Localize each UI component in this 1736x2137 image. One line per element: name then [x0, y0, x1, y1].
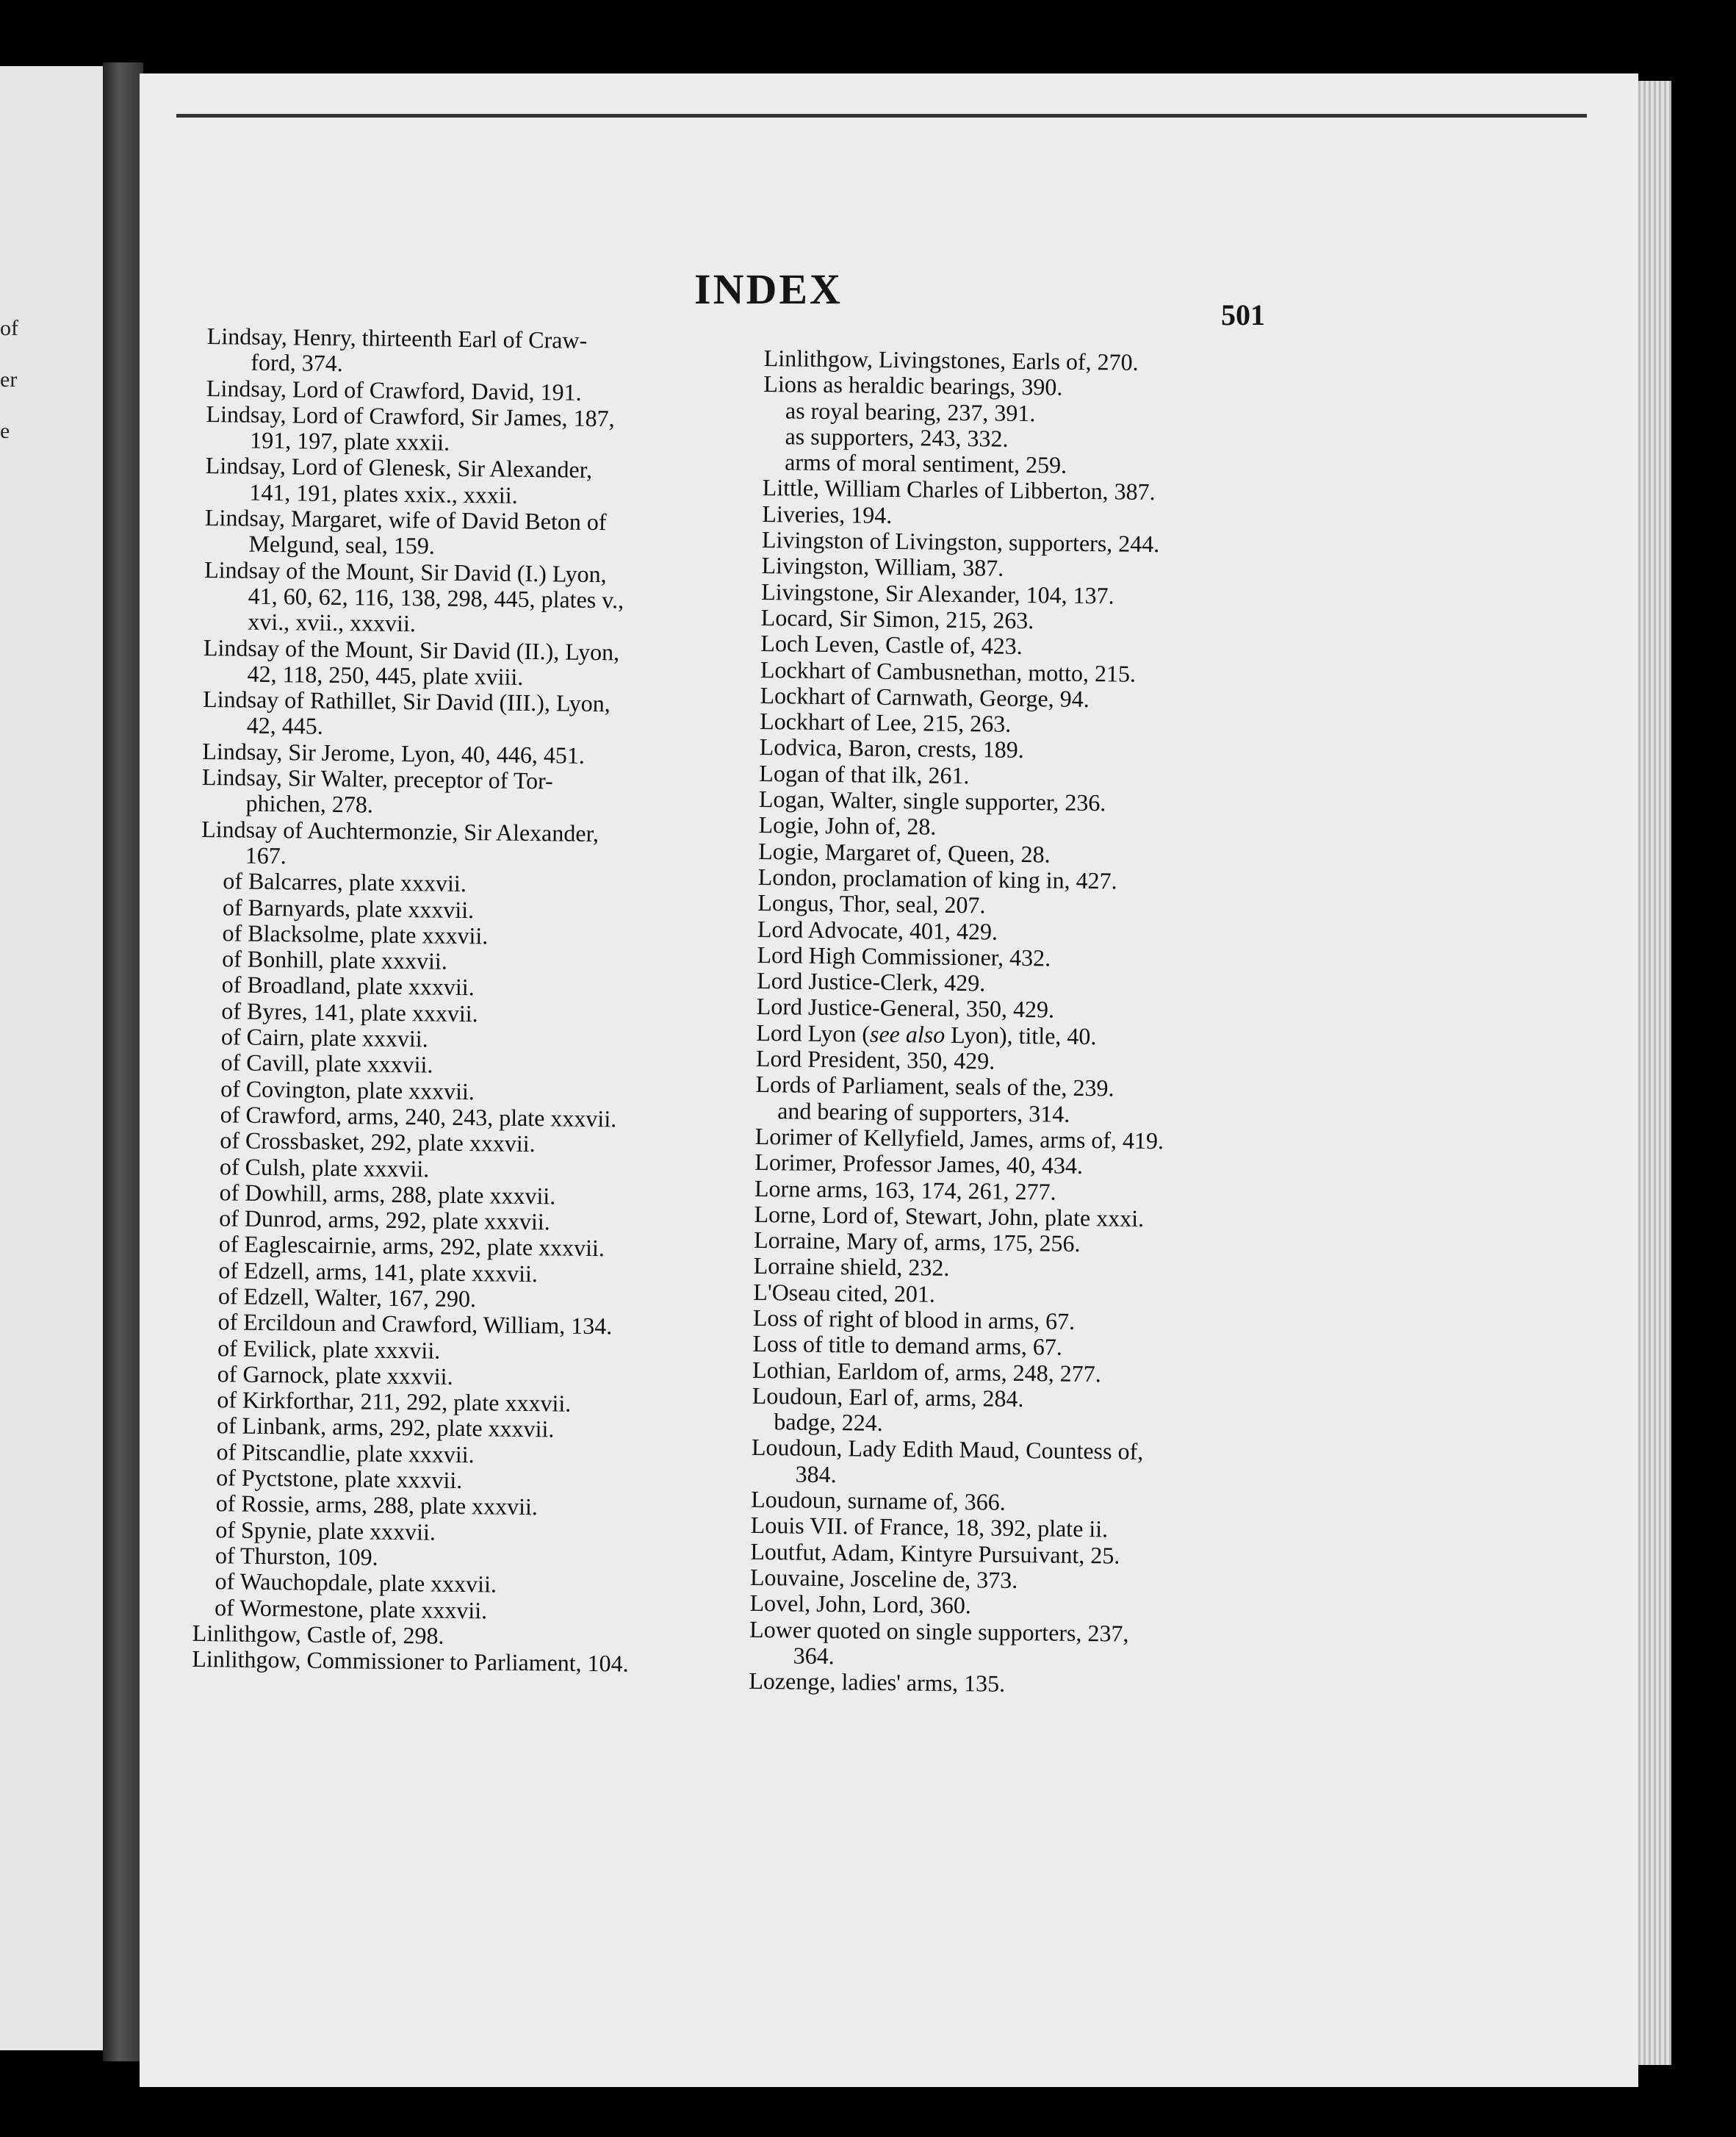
index-entry: Lord President, 350, 429.	[755, 1044, 995, 1074]
index-entry-continuation: of Culsh, plate xxxvii.	[219, 1152, 430, 1182]
index-entry: Locard, Sir Simon, 215, 263.	[760, 603, 1034, 634]
index-entry-continuation: of Cairn, plate xxxvii.	[220, 1023, 428, 1052]
index-entry-continuation: of Dunrod, arms, 292, plate xxxvii.	[218, 1204, 550, 1235]
page-edges	[1638, 81, 1671, 2065]
page-number: 501	[1221, 298, 1265, 331]
index-entry-continuation: and bearing of supporters, 314.	[777, 1096, 1070, 1127]
index-entry-continuation: of Covington, plate xxxvii.	[220, 1074, 475, 1105]
index-entry: Linlithgow, Livingstones, Earls of, 270.	[763, 345, 1139, 376]
index-entry-continuation: of Dowhill, arms, 288, plate xxxvii.	[219, 1179, 556, 1210]
index-entry-continuation: of Crossbasket, 292, plate xxxvii.	[220, 1127, 536, 1157]
index-entry: Livingston, William, 387.	[761, 552, 1004, 582]
index-entry: Lindsay of Rathillet, Sir David (III.), Lyon,	[202, 686, 611, 717]
index-column-left	[192, 323, 736, 1678]
index-entry-continuation: 42, 445.	[246, 712, 323, 740]
index-entry: Lorimer, Professor James, 40, 434.	[754, 1149, 1084, 1179]
index-entry-continuation: Melgund, seal, 159.	[248, 531, 436, 559]
index-entry: Louis VII. of France, 18, 392, plate ii.	[750, 1512, 1109, 1542]
index-entry: Loutfut, Adam, Kintyre Pursuivant, 25.	[750, 1537, 1120, 1569]
index-entry: Lindsay, Lord of Crawford, David, 191.	[206, 374, 582, 406]
index-entry-continuation: 41, 60, 62, 116, 138, 298, 445, plates v.,	[248, 582, 624, 614]
facing-page-fragment: er	[0, 367, 18, 392]
index-entry-continuation: arms of moral sentiment, 259.	[784, 448, 1067, 478]
index-entry: Livingstone, Sir Alexander, 104, 137.	[760, 578, 1114, 609]
index-entry-continuation: phichen, 278.	[245, 789, 374, 818]
index-entry-continuation: of Broadland, plate xxxvii.	[221, 971, 475, 1001]
index-entry: Lions as heraldic bearings, 390.	[763, 370, 1063, 401]
index-entry: Loss of title to demand arms, 67.	[752, 1330, 1063, 1360]
index-entry-continuation: 384.	[795, 1460, 837, 1487]
index-entry: Little, William Charles of Libberton, 387.	[762, 474, 1156, 506]
index-entry: London, proclamation of king in, 427.	[757, 863, 1117, 894]
index-entry: Lovel, John, Lord, 360.	[749, 1590, 972, 1619]
index-entry-continuation: of Evilick, plate xxxvii.	[217, 1334, 441, 1364]
index-entry-continuation: of Byres, 141, plate xxxvii.	[221, 997, 478, 1027]
index-entry-continuation: of Ercildoun and Crawford, William, 134.	[217, 1308, 613, 1340]
index-entry: Lord Justice-General, 350, 429.	[756, 993, 1055, 1023]
index-entry: Lindsay of Auchtermonzie, Sir Alexander,	[201, 815, 599, 847]
index-entry-continuation: of Crawford, arms, 240, 243, plate xxxvii.	[220, 1101, 617, 1132]
index-entry: Livingston of Livingston, supporters, 244.	[761, 526, 1160, 558]
index-entry: Liveries, 194.	[762, 500, 893, 528]
index-entry: Lower quoted on single supporters, 237,	[749, 1615, 1129, 1647]
index-entry: Lockhart of Carnwath, George, 94.	[760, 681, 1089, 712]
index-entry: Lorne arms, 163, 174, 261, 277.	[754, 1174, 1056, 1205]
index-entry-continuation: 42, 118, 250, 445, plate xviii.	[247, 660, 524, 690]
index-entry: L'Oseau cited, 201.	[753, 1278, 936, 1307]
index-entry-continuation: of Pyctstone, plate xxxvii.	[215, 1464, 463, 1494]
index-entry-continuation: of Pitscandlie, plate xxxvii.	[216, 1438, 475, 1468]
index-entry: Lockhart of Cambusnethan, motto, 215.	[760, 656, 1137, 687]
index-entry-continuation: of Balcarres, plate xxxvii.	[223, 867, 467, 897]
index-entry: Lords of Parliament, seals of the, 239.	[755, 1071, 1114, 1102]
index-entry: Linlithgow, Castle of, 298.	[192, 1619, 444, 1649]
index-entry-continuation: of Eaglescairnie, arms, 292, plate xxxvii.	[218, 1230, 605, 1262]
index-entry: Lindsay, Sir Jerome, Lyon, 40, 446, 451.	[202, 737, 586, 769]
index-entry: Logie, Margaret of, Queen, 28.	[757, 837, 1051, 868]
index-entry: Longus, Thor, seal, 207.	[757, 889, 986, 919]
index-entry-continuation: as royal bearing, 237, 391.	[785, 396, 1036, 426]
index-entry-continuation: of Rossie, arms, 288, plate xxxvii.	[215, 1490, 539, 1520]
index-entry: Logie, John of, 28.	[758, 811, 937, 841]
index-entry: Lord Lyon (see also Lyon), title, 40.	[756, 1019, 1097, 1049]
index-entry-continuation: of Linbank, arms, 292, plate xxxvii.	[216, 1412, 555, 1443]
index-entry: Loudoun, Lady Edith Maud, Countess of,	[751, 1434, 1144, 1465]
index-entry-continuation: badge, 224.	[774, 1408, 883, 1437]
index-entry: Lord Advocate, 401, 429.	[757, 915, 998, 945]
index-entry-continuation: of Barnyards, plate xxxvii.	[222, 893, 475, 923]
index-entry: Lindsay of the Mount, Sir David (II.), Lyon,	[203, 633, 620, 665]
index-entry: Lorraine shield, 232.	[753, 1252, 950, 1282]
index-column-right	[749, 345, 1264, 1700]
index-entry: Logan of that ilk, 261.	[759, 759, 970, 789]
italic-cross-reference: see also	[869, 1020, 946, 1048]
index-entry-continuation: xvi., xvii., xxxvii.	[248, 608, 417, 637]
index-entry: Louvaine, Josceline de, 373.	[749, 1563, 1018, 1593]
index-entry-continuation: 191, 197, plate xxxii.	[249, 426, 450, 456]
index-entry: Lord High Commissioner, 432.	[757, 941, 1051, 971]
index-entry: Lindsay of the Mount, Sir David (I.) Lyon,	[204, 556, 607, 587]
running-head: INDEX	[694, 265, 843, 313]
index-entry: Loudoun, surname of, 366.	[750, 1485, 1006, 1515]
index-entry: Lindsay, Henry, thirteenth Earl of Craw-	[206, 323, 588, 353]
index-entry-continuation: of Garnock, plate xxxvii.	[217, 1360, 453, 1390]
book-gutter	[103, 62, 143, 2061]
index-entry-continuation: 364.	[793, 1642, 835, 1670]
facing-page-edge	[0, 66, 110, 2050]
index-entry-continuation: 167.	[245, 841, 287, 869]
facing-page-fragment: e	[0, 419, 10, 443]
index-entry-continuation: of Thurston, 109.	[215, 1542, 378, 1570]
index-entry-continuation: of Edzell, arms, 141, plate xxxvii.	[218, 1256, 539, 1287]
index-entry-continuation: of Wauchopdale, plate xxxvii.	[215, 1567, 497, 1598]
index-entry: Lorimer of Kellyfield, James, arms of, 419.	[754, 1122, 1164, 1154]
index-entry: Loch Leven, Castle of, 423.	[760, 630, 1023, 660]
index-entry: Lorraine, Mary of, arms, 175, 256.	[753, 1226, 1081, 1257]
index-entry: Linlithgow, Commissioner to Parliament, 104.	[192, 1645, 629, 1677]
index-entry: Lindsay, Margaret, wife of David Beton of	[204, 504, 607, 536]
index-entry: Lindsay, Sir Walter, preceptor of Tor-	[201, 764, 554, 794]
index-entry-continuation: of Kirkforthar, 211, 292, plate xxxvii.	[217, 1386, 572, 1417]
index-entry: Lindsay, Lord of Crawford, Sir James, 187,	[206, 400, 615, 432]
index-entry-continuation: ford, 374.	[251, 348, 343, 377]
index-entry-continuation: of Edzell, Walter, 167, 290.	[217, 1282, 477, 1312]
index-entry: Lindsay, Lord of Glenesk, Sir Alexander,	[205, 452, 593, 484]
index-entry-continuation: 141, 191, plates xxix., xxxii.	[249, 478, 518, 509]
index-entry: Lodvica, Baron, crests, 189.	[759, 733, 1024, 764]
index-entry-continuation: of Bonhill, plate xxxvii.	[221, 945, 448, 974]
index-entry-continuation: as supporters, 243, 332.	[785, 423, 1009, 452]
index-entry-continuation: of Wormestone, plate xxxvii.	[214, 1593, 488, 1623]
index-entry: Lockhart of Lee, 215, 263.	[759, 708, 1012, 738]
index-entry: Loss of right of blood in arms, 67.	[752, 1304, 1076, 1335]
index-entry-continuation: of Spynie, plate xxxvii.	[215, 1515, 436, 1545]
index-entry-continuation: of Blacksolme, plate xxxvii.	[222, 919, 489, 949]
index-entry-continuation: of Cavill, plate xxxvii.	[220, 1049, 433, 1078]
index-entry: Lothian, Earldom of, arms, 248, 277.	[752, 1356, 1101, 1387]
index-entry: Lorne, Lord of, Stewart, John, plate xxxi.	[754, 1200, 1145, 1232]
index-entry: Loudoun, Earl of, arms, 284.	[752, 1382, 1024, 1412]
index-entry: Logan, Walter, single supporter, 236.	[758, 786, 1106, 816]
index-entry: Lord Justice-Clerk, 429.	[756, 967, 986, 996]
top-rule	[176, 114, 1587, 118]
index-entry: Lozenge, ladies' arms, 135.	[749, 1667, 1006, 1697]
facing-page-fragment: of	[0, 316, 18, 340]
